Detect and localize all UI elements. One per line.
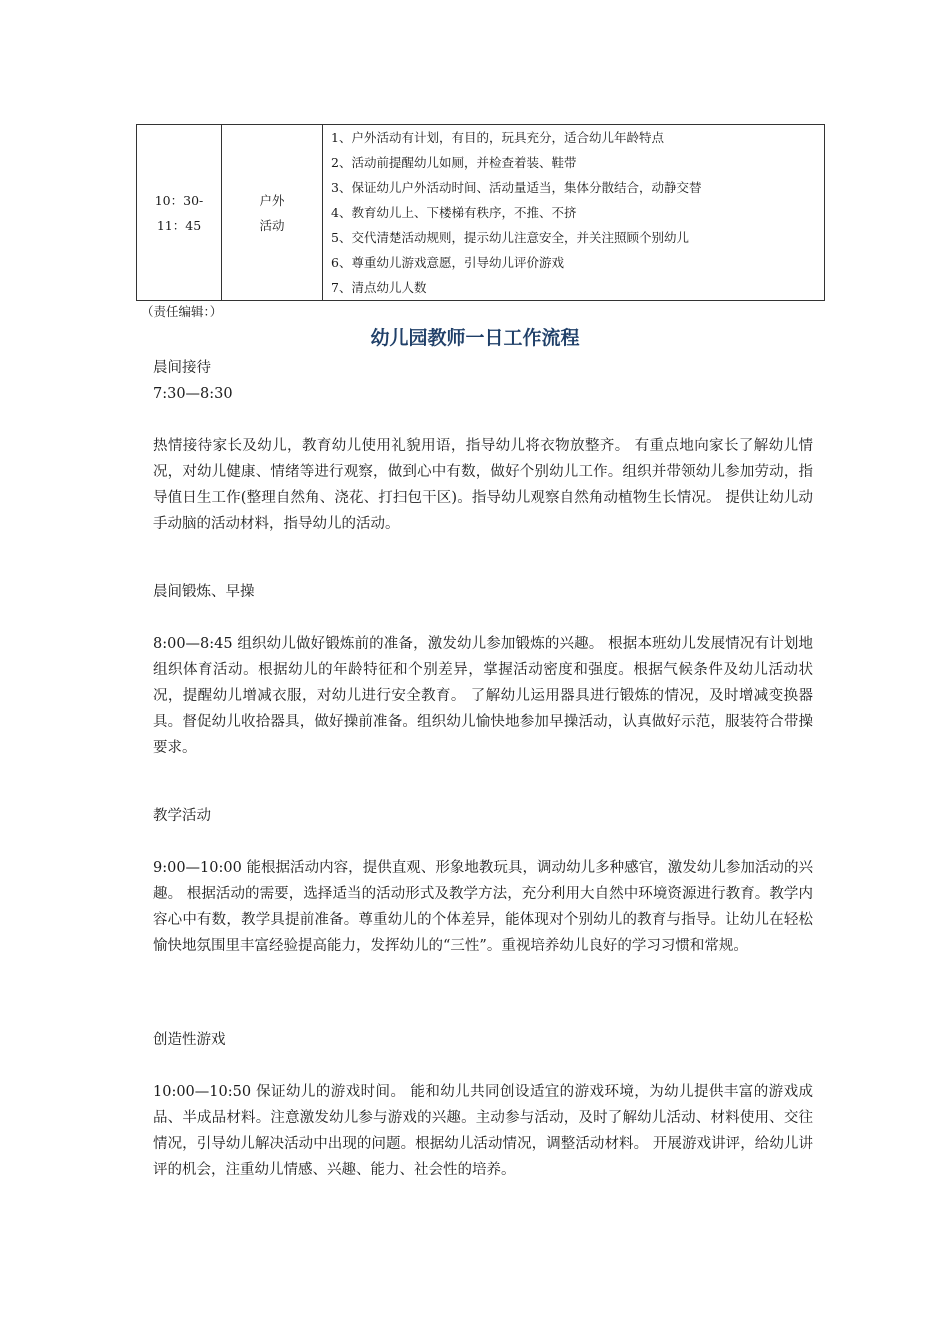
requirement-item: 5、交代清楚活动规则，提示幼儿注意安全，并关注照顾个别幼儿: [331, 230, 689, 245]
activity-type-line-2: 活动: [259, 217, 285, 233]
time-cell: [137, 125, 222, 301]
requirement-item: 1、户外活动有计划，有目的，玩具充分，适合幼儿年龄特点: [331, 130, 664, 145]
requirements-cell: [323, 125, 825, 301]
requirement-item: 7、清点幼儿人数: [331, 280, 427, 295]
editor-note: （责任编辑：）: [141, 304, 223, 319]
requirement-item: 6、尊重幼儿游戏意愿，引导幼儿评价游戏: [331, 255, 564, 270]
schedule-table: [136, 124, 825, 301]
section-paragraph: 9:00—10:00 能根据活动内容，提供直观、形象地教玩具，调动幼儿多种感官，激发幼儿参加活动的兴趣。 根据活动的需要，选择适当的活动形式及教学方法，充分利用大自然中环境资源进行教育。教学内容心中有数，教学具提前准备。尊重幼儿的个体差异，能体现对个别幼儿的教育与指导。让幼儿在轻松愉快地氛围里丰富经验提高能力，发挥幼儿的“三性”。重视培养幼儿良好的学习习惯和常规。: [153, 860, 813, 954]
section-heading: 晨间锻炼、早操: [153, 584, 255, 600]
table-row: [137, 125, 825, 301]
section-paragraph: 10:00—10:50 保证幼儿的游戏时间。 能和幼儿共同创设适宜的游戏环境，为幼儿提供丰富的游戏成品、半成品材料。注意激发幼儿参与游戏的兴趣。主动参与活动，及时了解幼儿活动、材料使用、交往情况，引导幼儿解决活动中出现的问题。根据幼儿活动情况，调整活动材料。 开展游戏讲评，给幼儿讲评的机会，注重幼儿情感、兴趣、能力、社会性的培养。: [153, 1084, 813, 1178]
section-time: 7:30—8:30: [153, 386, 233, 402]
section-heading: 晨间接待: [153, 360, 211, 376]
section-paragraph: 热情接待家长及幼儿，教育幼儿使用礼貌用语，指导幼儿将衣物放整齐。 有重点地向家长了解幼儿情况，对幼儿健康、情绪等进行观察，做到心中有数，做好个别幼儿工作。组织并带领幼儿参加劳动，指导值日生工作(整理自然角、浇花、打扫包干区)。指导幼儿观察自然角动植物生长情况。 提供让幼儿动手动脑的活动材料，指导幼儿的活动。: [153, 438, 813, 532]
document-title: 幼儿园教师一日工作流程: [370, 327, 580, 349]
section-creative-play: [153, 1027, 813, 1183]
time-end: 11：45: [156, 217, 202, 233]
requirement-item: 4、教育幼儿上、下楼梯有秩序，不推、不挤: [331, 205, 577, 220]
time-start: 10：30-: [154, 192, 204, 208]
requirement-item: 2、活动前提醒幼儿如厕，并检查着装、鞋带: [331, 155, 577, 170]
section-morning-exercise: [153, 579, 813, 761]
section-heading: 创造性游戏: [153, 1032, 226, 1048]
requirement-item: 3、保证幼儿户外活动时间、活动量适当，集体分散结合，动静交替: [331, 180, 702, 195]
activity-type-cell: [222, 125, 323, 301]
section-heading: 教学活动: [153, 808, 211, 824]
section-paragraph: 8:00—8:45 组织幼儿做好锻炼前的准备，激发幼儿参加锻炼的兴趣。 根据本班幼儿发展情况有计划地组织体育活动。根据幼儿的年龄特征和个别差异，掌握活动密度和强度。根据气候条件及幼儿活动状况，提醒幼儿增减衣服，对幼儿进行安全教育。 了解幼儿运用器具进行锻炼的情况，及时增减变换器具。督促幼儿收拾器具，做好操前准备。组织幼儿愉快地参加早操活动，认真做好示范，服装符合带操要求。: [153, 636, 813, 756]
activity-type-line-1: 户外: [259, 192, 285, 208]
section-morning-reception: [153, 355, 813, 537]
section-teaching: [153, 803, 813, 959]
